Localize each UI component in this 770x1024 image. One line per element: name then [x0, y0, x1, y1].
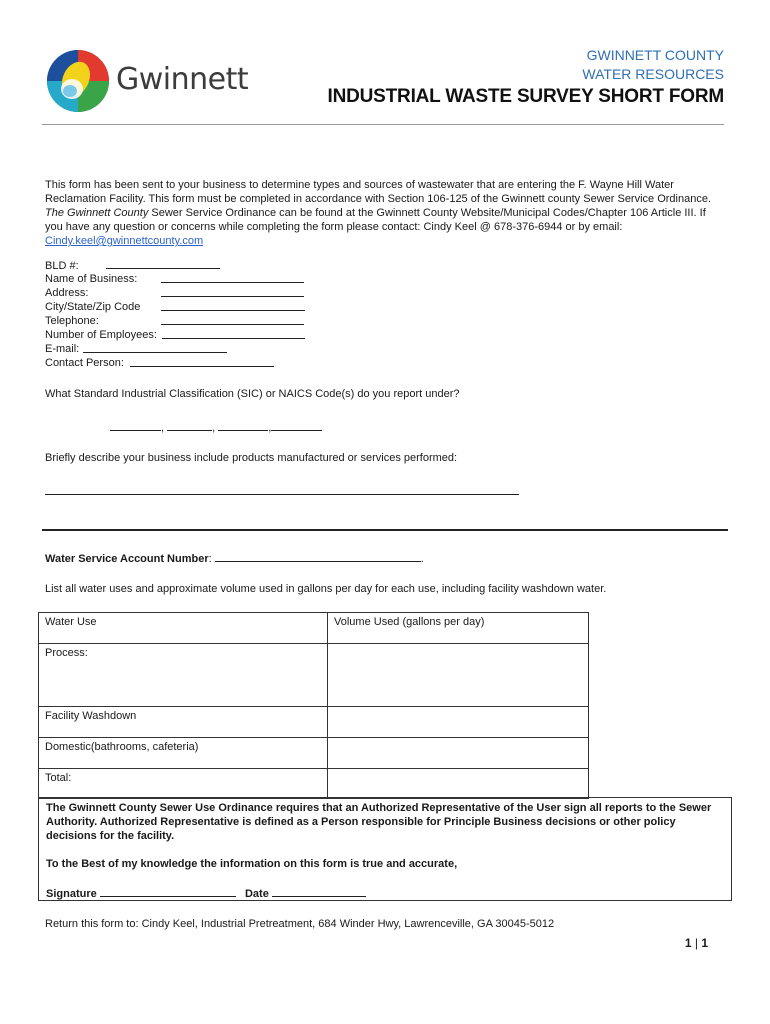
employees-label: Number of Employees:	[45, 329, 157, 341]
table-row	[39, 644, 589, 707]
page-title: INDUSTRIAL WASTE SURVEY SHORT FORM	[327, 86, 724, 107]
employees-field	[45, 328, 157, 342]
signature-blank[interactable]	[100, 886, 236, 897]
table-row	[39, 613, 589, 644]
email-blank[interactable]	[83, 342, 227, 353]
logo-text: Gwinnett	[116, 62, 249, 97]
county-line-2: WATER RESOURCES	[582, 66, 724, 82]
contact-blank[interactable]	[130, 356, 274, 367]
water-account-blank[interactable]	[215, 551, 421, 562]
table-cell-washdown: Facility Washdown	[39, 707, 328, 738]
date-label: Date	[244, 888, 269, 900]
notice-text: The Gwinnett County Sewer Use Ordinance requires that an Authorized Representative of the User sign all reports to the Sewer Authority. Authorized Representative is defined as a Person responsible for Principle Business decisions or other policy decisions for the facility.	[46, 802, 712, 842]
employees-blank[interactable]	[162, 328, 305, 339]
sic-codes-blanks: , , ,	[110, 420, 322, 434]
water-account-label: Water Service Account Number	[45, 553, 209, 565]
table-row	[39, 769, 589, 799]
table-cell-process: Process:	[39, 644, 328, 707]
address-field	[45, 286, 88, 300]
sic-code-blank[interactable]	[271, 420, 322, 431]
table-header-volume: Volume Used (gallons per day)	[328, 613, 589, 644]
sic-code-blank[interactable]	[218, 420, 268, 431]
sic-code-blank[interactable]	[167, 420, 212, 431]
business-name-field	[45, 272, 137, 286]
business-name-blank[interactable]	[161, 272, 304, 283]
water-use-table	[38, 612, 589, 799]
telephone-field	[45, 314, 99, 328]
table-cell-domestic: Domestic(bathrooms, cafeteria)	[39, 738, 328, 769]
page-current: 1	[684, 936, 692, 950]
header-divider	[42, 124, 724, 125]
business-name-label: Name of Business:	[45, 273, 138, 285]
city-label: City/State/Zip Code	[45, 301, 141, 313]
address-label: Address:	[45, 287, 89, 299]
table-cell-volume[interactable]	[328, 707, 589, 738]
table-cell-volume[interactable]	[328, 644, 589, 707]
certify-text: To the Best of my knowledge the information on this form is true and accurate,	[46, 858, 458, 870]
county-line-1: GWINNETT COUNTY	[586, 47, 724, 63]
return-address: Return this form to: Cindy Keel, Industrial Pretreatment, 684 Winder Hwy, Lawrenceville, GA 30045-5012	[45, 918, 555, 930]
signature-line	[46, 886, 724, 901]
signature-label: Signature	[46, 888, 97, 900]
describe-blank[interactable]	[45, 484, 519, 495]
page-total: 1	[701, 936, 708, 950]
bld-blank[interactable]	[106, 258, 220, 269]
table-cell-volume[interactable]	[328, 738, 589, 769]
city-blank[interactable]	[161, 300, 305, 311]
table-row	[39, 738, 589, 769]
city-field	[45, 300, 140, 314]
table-cell-volume[interactable]	[328, 769, 589, 799]
address-blank[interactable]	[161, 286, 304, 297]
logo	[46, 49, 110, 113]
telephone-label: Telephone:	[45, 315, 99, 327]
contact-label: Contact Person:	[45, 357, 124, 369]
intro-text-1: This form has been sent to your business to determine types and sources of wastewater that are entering the F. Wayne Hill Water Reclamation Facility. This form must be completed in accordance with Section 106-125 of the Gwinnett county Sewer Service Ordinance.	[45, 179, 712, 205]
sic-question: What Standard Industrial Classification (SIC) or NAICS Code(s) do you report under?	[45, 388, 460, 400]
email-field	[45, 342, 79, 356]
bld-label: BLD #:	[45, 260, 79, 272]
table-row	[39, 707, 589, 738]
contact-field	[45, 356, 124, 370]
describe-question: Briefly describe your business include products manufactured or services performed:	[45, 452, 458, 464]
telephone-blank[interactable]	[161, 314, 304, 325]
gwinnett-logo-icon	[46, 49, 110, 113]
email-label: E-mail:	[45, 343, 80, 355]
intro-italic: The Gwinnett County	[45, 207, 149, 219]
table-cell-total: Total:	[39, 769, 328, 799]
contact-email-link[interactable]: Cindy.keel@gwinnettcounty.com	[45, 235, 204, 247]
water-account-field: Water Service Account Number: .	[45, 553, 424, 565]
list-instruction: List all water uses and approximate volume used in gallons per day for each use, including facility washdown water.	[45, 583, 607, 595]
page-number: 1 | 1	[684, 936, 708, 950]
authorization-notice	[38, 797, 732, 901]
intro-text-2: Sewer Service Ordinance can be found at the Gwinnett County Website/Municipal Codes/Chapter 106 Article III. If you have any question or concerns while completing the form please contact: Cindy Keel @ 678-376-6944 or by email:	[45, 207, 706, 233]
sic-code-blank[interactable]	[110, 420, 161, 431]
table-header-water-use: Water Use	[39, 613, 328, 644]
date-blank[interactable]	[272, 886, 366, 897]
bld-field	[45, 258, 220, 273]
county-name	[582, 46, 724, 84]
intro-paragraph	[45, 178, 725, 248]
section-divider	[42, 529, 728, 531]
